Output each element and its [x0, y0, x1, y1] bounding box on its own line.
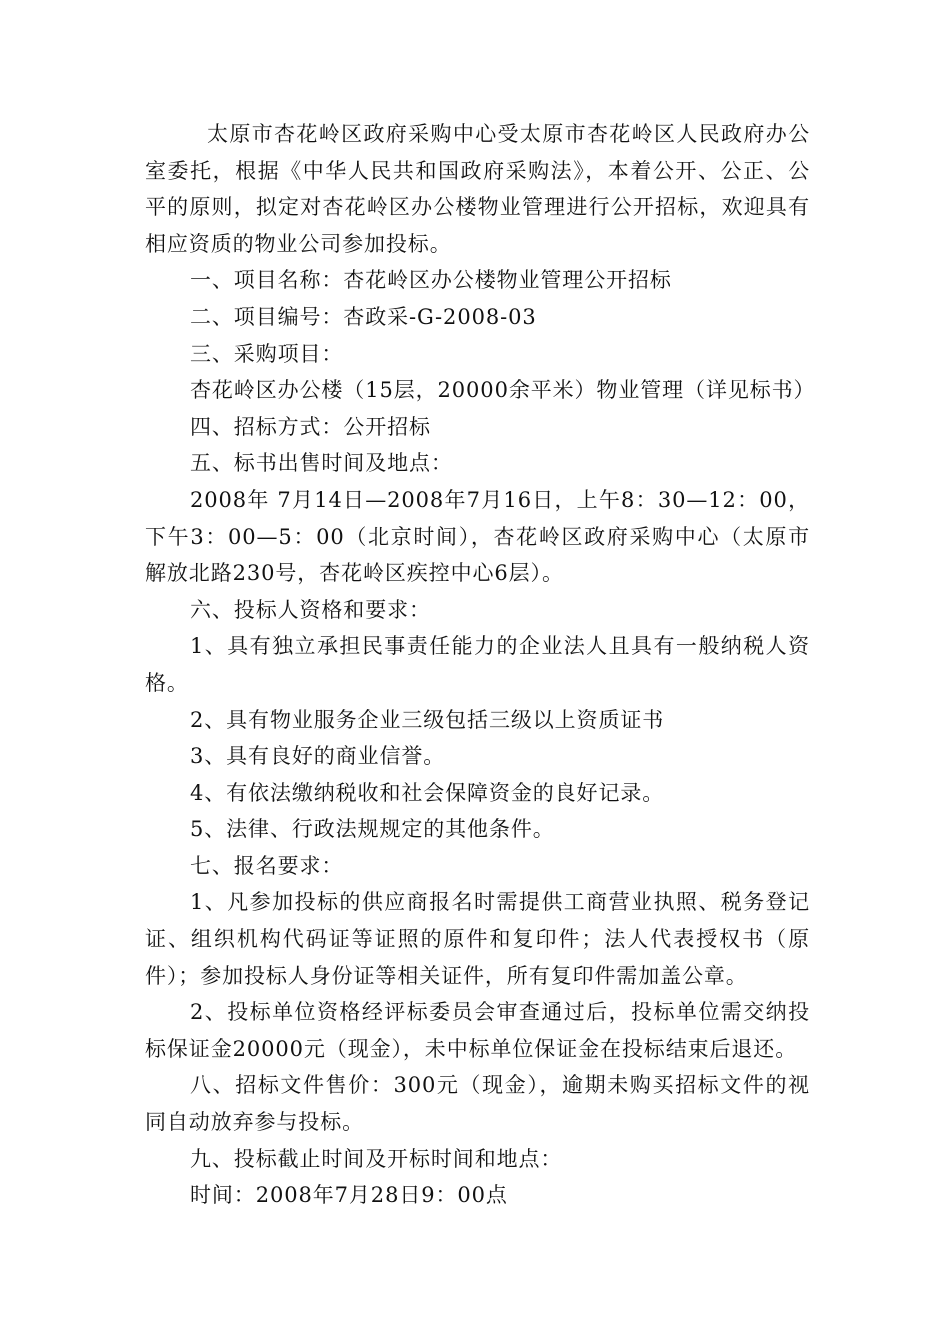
- project-name-line: 一、项目名称：杏花岭区办公楼物业管理公开招标: [190, 268, 672, 293]
- procurement-item-detail: 杏花岭区办公楼（15层，20000余平米）物业管理（详见标书）: [190, 378, 816, 403]
- document-price-line: 八、招标文件售价：300元（现金），逾期未购买招标文件的视同自动放弃参与投标。: [145, 1073, 810, 1135]
- project-number-line: 二、项目编号：杏政采-G-2008-03: [190, 304, 537, 329]
- registration-item: 1、凡参加投标的供应商报名时需提供工商营业执照、税务登记证、组织机构代码证等证照的原件和复印件；法人代表授权书（原件）；参加投标人身份证等相关证件，所有复印件需加盖公章。: [145, 890, 810, 988]
- qualification-item: 4、有依法缴纳税收和社会保障资金的良好记录。: [190, 780, 665, 805]
- sale-time-detail: 2008年 7月14日—2008年7月16日，上午8：30—12：00，下午3：00—5：00（北京时间），杏花岭区政府采购中心（太原市解放北路230号，杏花岭区疾控中心6层）。: [145, 487, 810, 586]
- bidding-method-line: 四、招标方式：公开招标: [190, 414, 431, 439]
- qualification-heading: 六、投标人资格和要求：: [190, 597, 431, 622]
- procurement-item-heading: 三、采购项目：: [190, 341, 344, 366]
- qualification-item: 1、具有独立承担民事责任能力的企业法人且具有一般纳税人资格。: [145, 634, 810, 695]
- registration-item: 2、投标单位资格经评标委员会审查通过后，投标单位需交纳投标保证金20000元（现金），未中标单位保证金在投标结束后退还。: [145, 1000, 810, 1061]
- document-body: [145, 116, 816, 1214]
- qualification-item: 3、具有良好的商业信誉。: [190, 744, 446, 769]
- qualification-item: 5、法律、行政法规规定的其他条件。: [190, 817, 555, 842]
- intro-paragraph: 太原市杏花岭区政府采购中心受太原市杏花岭区人民政府办公室委托，根据《中华人民共和国政府采购法》，本着公开、公正、公平的原则，拟定对杏花岭区办公楼物业管理进行公开招标，欢迎具有相应资质的物业公司参加投标。: [145, 122, 810, 256]
- sale-time-heading: 五、标书出售时间及地点：: [190, 451, 453, 476]
- deadline-heading: 九、投标截止时间及开标时间和地点：: [190, 1146, 563, 1171]
- deadline-time-line: 时间：2008年7月28日9：00点: [190, 1183, 508, 1208]
- registration-heading: 七、报名要求：: [190, 853, 344, 878]
- qualification-item: 2、具有物业服务企业三级包括三级以上资质证书: [190, 707, 665, 732]
